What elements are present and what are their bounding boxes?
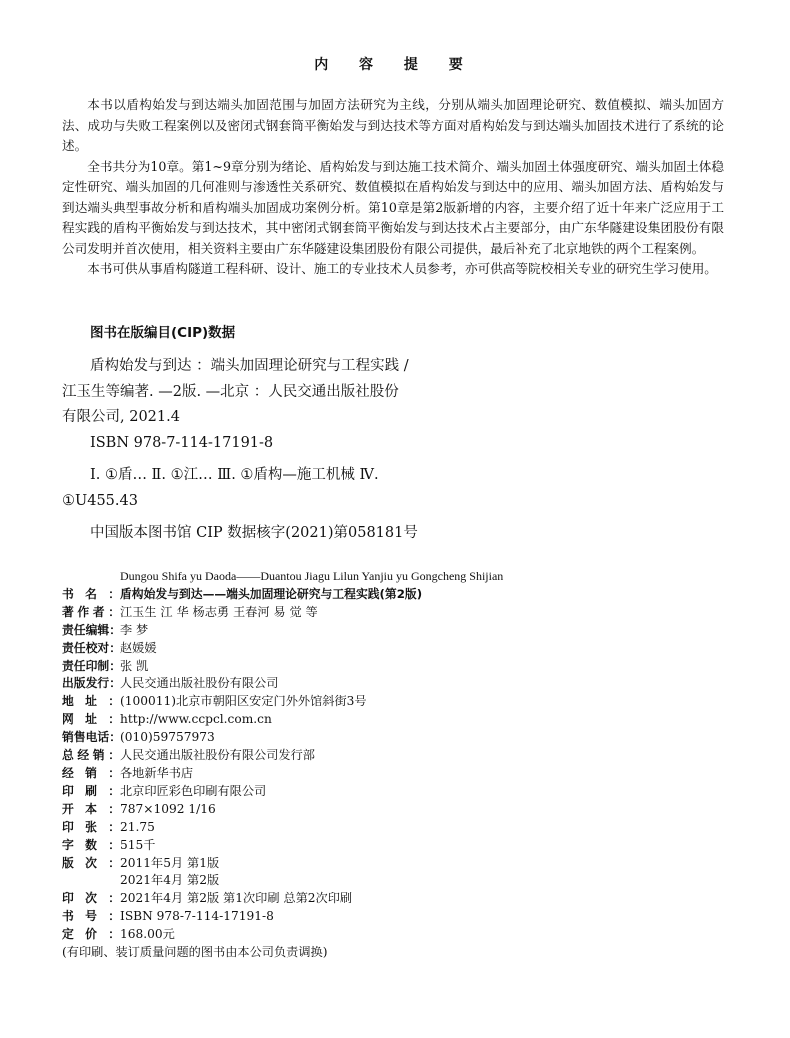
info-row-sheets — [62, 819, 722, 837]
info-row-book — [62, 586, 722, 604]
address-value: (100011)北京市朝阳区安定门外外馆斜街3号 — [120, 694, 367, 709]
info-label: 经销： — [62, 765, 120, 780]
info-label: 书号： — [62, 909, 120, 924]
cip-catalog-number: 中国版本图书馆 CIP 数据核字(2021)第058181号 — [90, 525, 418, 541]
cip-subjects: Ⅰ. ①盾… Ⅱ. ①江… Ⅲ. ①盾构—施工机械 Ⅳ. — [90, 467, 379, 483]
info-row-website — [62, 711, 722, 729]
info-row-impression — [62, 890, 722, 908]
info-row-phone — [62, 729, 722, 747]
proofreader-value: 赵媛媛 — [120, 640, 157, 655]
info-label: 责任校对： — [62, 640, 121, 655]
cip-publisher-line: 有限公司, 2021.4 — [62, 409, 180, 425]
info-row-editor — [62, 622, 722, 640]
edition-value: 2021年4月 第2版 — [120, 873, 220, 888]
print-manager-value: 张 凯 — [120, 658, 149, 673]
info-label: 销售电话： — [62, 730, 121, 745]
cip-title-line: 盾构始发与到达 ：端头加固理论研究与工程实践 / — [90, 358, 409, 374]
pinyin-title: Dungou Shifa yu Daoda——Duantou Jiagu Lilun Yanjiu yu Gongcheng Shijian — [120, 569, 504, 583]
info-label: 总经销： — [62, 748, 120, 763]
info-row-price — [62, 926, 722, 944]
info-row-printer — [62, 783, 722, 801]
isbn-value: ISBN 978-7-114-17191-8 — [120, 909, 274, 924]
info-label: 地址： — [62, 694, 120, 709]
info-label: 出版发行： — [62, 676, 121, 691]
cip-record — [62, 354, 662, 547]
info-row-edition — [62, 855, 722, 873]
quality-note: (有印刷、装订质量问题的图书由本公司负责调换) — [62, 945, 328, 960]
info-row-authors — [62, 604, 722, 622]
price-value: 168.00元 — [120, 927, 175, 942]
distributor-value: 各地新华书店 — [120, 765, 194, 780]
info-row-proofreader — [62, 640, 722, 658]
info-label: 版次： — [62, 855, 120, 870]
info-label: 印刷： — [62, 783, 120, 798]
cip-author-line: 江玉生等编著. —2版. —北京 ：人民交通出版社股份 — [62, 383, 399, 400]
publication-info — [62, 568, 722, 962]
info-label: 网址： — [62, 712, 120, 727]
info-row-format — [62, 801, 722, 819]
edition-value: 2011年5月 第1版 — [120, 855, 220, 870]
abstract-paragraph: 本书可供从事盾构隧道工程科研、设计、施工的专业技术人员参考，亦可供高等院校相关专业的研究生学习使用。 — [87, 261, 717, 276]
info-label: 责任印制： — [62, 658, 121, 673]
general-distributor-value: 人民交通出版社股份有限公司发行部 — [120, 748, 315, 763]
info-row-publisher — [62, 675, 722, 693]
info-row-isbn — [62, 908, 722, 926]
info-row-edition-2 — [62, 872, 722, 890]
info-label: 字数： — [62, 837, 120, 852]
info-row-distributor — [62, 765, 722, 783]
abstract-paragraph: 全书共分为10章。第1~9章分别为绪论、盾构始发与到达施工技术简介、端头加固土体强度研究、端头加固土体稳定性研究、端头加固的几何准则与渗透性关系研究、数值模拟在盾构始发与到达中的应用、端头加固方法、盾构始发与到达端头典型事故分析和盾构端头加固成功案例分析。第10章是第2版新增的内容，主要介绍了近十年来广泛应用于工程实践的盾构平衡始发与到达技术，其中密闭式钢套筒平衡始发与到达技术占主要部分，由广东华隧建设集团股份有限公司发明并首次使用，相关资料主要由广东华隧建设集团股份有限公司提供，最后补充了北京地铁的两个工程案例。 — [62, 158, 724, 256]
sheets-value: 21.75 — [120, 819, 155, 834]
format-value: 787×1092 1/16 — [120, 801, 216, 816]
info-row-print-manager — [62, 658, 722, 676]
printer-value: 北京印匠彩色印刷有限公司 — [120, 783, 267, 798]
info-row-address — [62, 693, 722, 711]
authors-value: 江玉生 江 华 杨志勇 王春河 易 觉 等 — [120, 604, 318, 619]
website-value: http://www.ccpcl.com.cn — [120, 712, 272, 727]
info-label: 开本： — [62, 801, 120, 816]
info-row-general-distributor — [62, 747, 722, 765]
book-title-value: 盾构始发与到达——端头加固理论研究与工程实践(第2版) — [120, 586, 423, 601]
publisher-value: 人民交通出版社股份有限公司 — [120, 676, 279, 691]
editor-value: 李 梦 — [120, 622, 149, 637]
abstract-paragraph: 本书以盾构始发与到达端头加固范围与加固方法研究为主线，分别从端头加固理论研究、数值模拟、端头加固方法、成功与失败工程案例以及密闭式钢套筒平衡始发与到达技术等方面对盾构始发与到达端头加固技术进行了系统的论述。 — [62, 97, 724, 153]
info-label: 责任编辑： — [62, 622, 121, 637]
word-count-value: 515千 — [120, 837, 156, 852]
info-row-word-count — [62, 837, 722, 855]
info-label: 定价： — [62, 927, 120, 942]
cip-heading: 图书在版编目(CIP)数据 — [90, 325, 236, 341]
cip-classification: ①U455.43 — [62, 492, 138, 509]
page-title: 内 容 提 要 — [314, 57, 476, 73]
info-label: 著作者： — [62, 604, 120, 619]
impression-value: 2021年4月 第2版 第1次印刷 总第2次印刷 — [120, 891, 353, 906]
phone-value: (010)59757973 — [120, 730, 215, 745]
info-label: 书名： — [62, 586, 120, 601]
info-label: 印次： — [62, 891, 120, 906]
cip-isbn: ISBN 978-7-114-17191-8 — [90, 434, 274, 451]
info-label: 印张： — [62, 819, 120, 834]
abstract-section — [62, 95, 724, 280]
